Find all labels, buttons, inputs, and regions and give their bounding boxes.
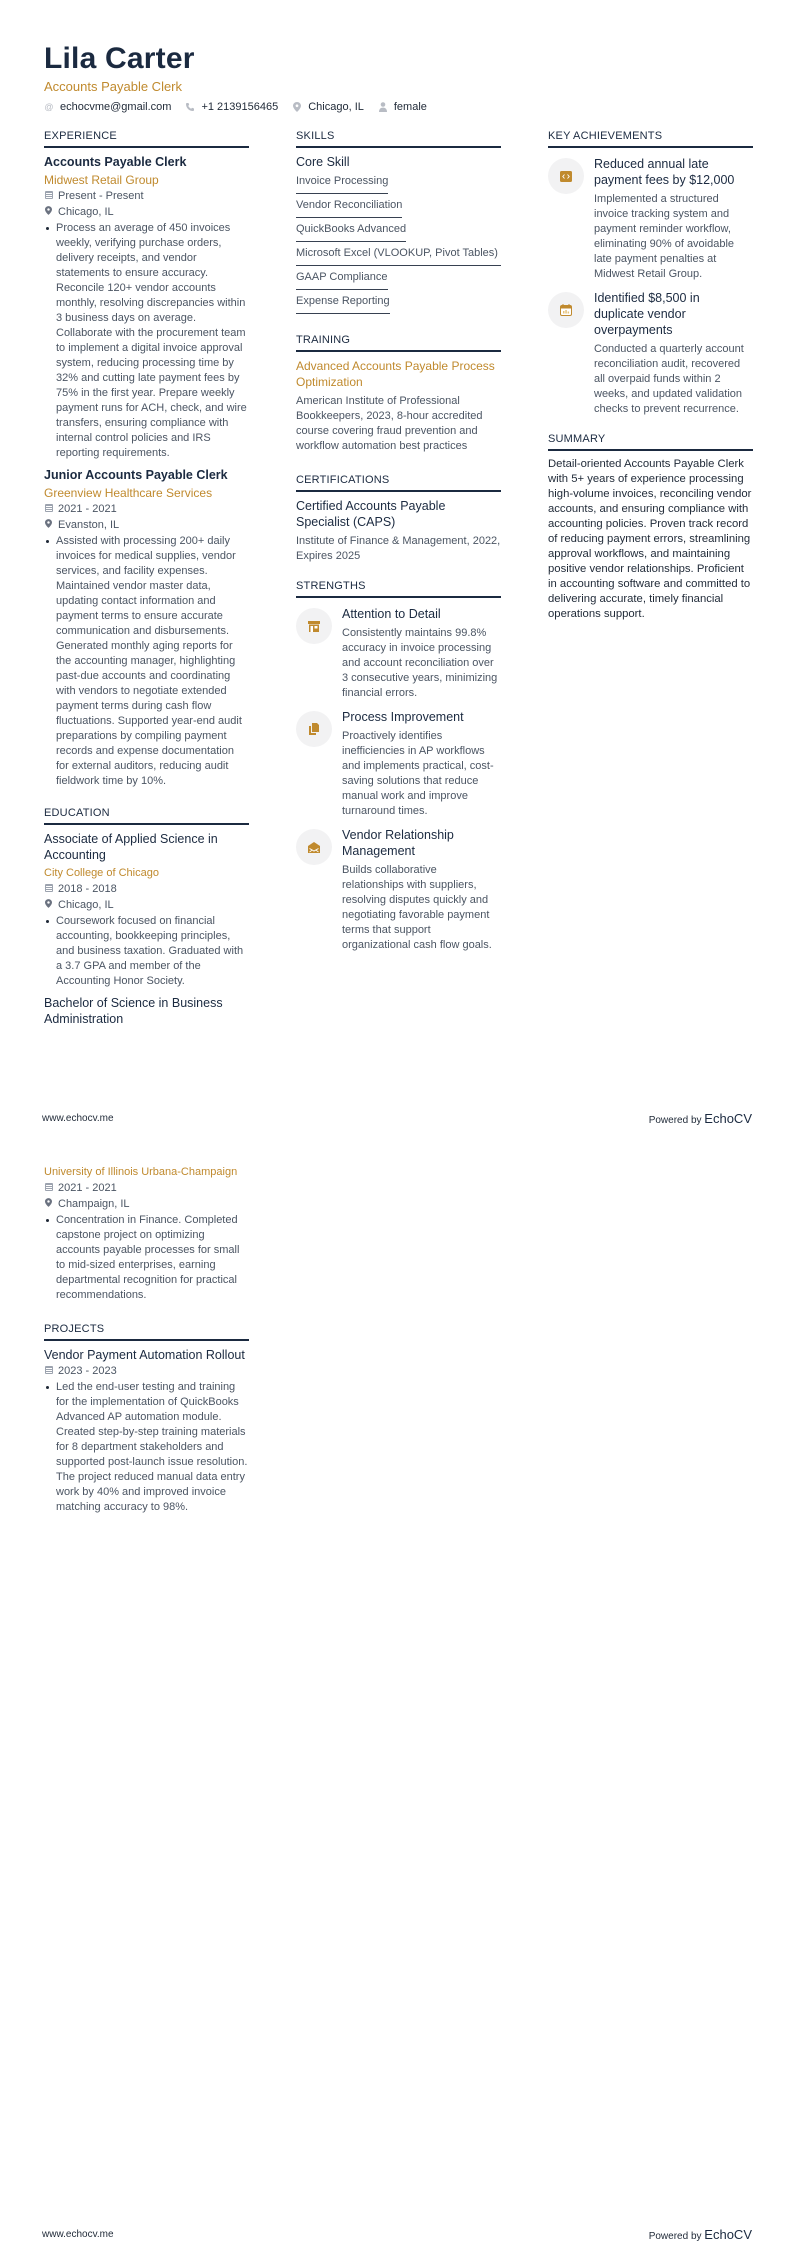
brand-name[interactable]: EchoCV — [704, 1111, 752, 1126]
store-icon — [296, 608, 332, 644]
education-item — [44, 831, 249, 989]
candidate-name: Lila Carter — [44, 42, 195, 75]
contact-row — [44, 101, 427, 113]
certification-title: Certified Accounts Payable Specialist (CAPS) — [296, 499, 446, 529]
powered-by-label: Powered by — [648, 1115, 702, 1126]
date-row — [44, 502, 249, 517]
middle-column — [296, 130, 501, 967]
skill-group-label: Core Skill — [296, 155, 350, 169]
bullet-list — [44, 221, 249, 461]
strength-item — [296, 709, 501, 819]
section-heading-summary: SUMMARY — [548, 433, 753, 451]
calendar-icon — [44, 1364, 53, 1379]
location-text: Evanston, IL — [58, 519, 120, 531]
school-name: City College of Chicago — [44, 867, 159, 879]
strength-title: Attention to Detail — [342, 607, 441, 621]
education-item — [44, 995, 249, 1027]
training-description: American Institute of Professional Bookkeepers, 2023, 8-hour accredited course covering fraud prevention and workflow automation best practices — [296, 395, 483, 452]
calendar-icon — [44, 502, 53, 517]
section-heading-certifications: CERTIFICATIONS — [296, 474, 501, 492]
resume-page-2 — [0, 1123, 794, 2246]
calendar-icon — [44, 1181, 53, 1196]
job-title: Accounts Payable Clerk — [44, 155, 187, 169]
summary-text: Detail-oriented Accounts Payable Clerk with 5+ years of experience processing high-volume invoices, reconciling vendor accounts, and ensuring compliance with accounting policies. Proven track record of reducing payment errors, streamlining approval workflows, and maintaining positive vendor relationships. Proficient in accounting software and committed to delivering accurate, timely financial operations support. — [548, 458, 752, 620]
date-text: 2018 - 2018 — [58, 883, 117, 895]
degree-title: Bachelor of Science in Business Administration — [44, 996, 223, 1026]
map-pin-icon — [44, 518, 53, 533]
map-pin-icon — [44, 898, 53, 913]
page-footer — [42, 2227, 752, 2242]
experience-item — [44, 467, 249, 789]
calendar-icon — [44, 189, 53, 204]
training-title: Advanced Accounts Payable Process Optimization — [296, 359, 495, 389]
phone-text: +1 2139156465 — [201, 101, 279, 113]
gender-text: female — [393, 101, 427, 113]
bullet-list — [44, 1213, 249, 1303]
certification-description: Institute of Finance & Management, 2022, Expires 2025 — [296, 535, 501, 562]
map-pin-icon — [44, 1197, 53, 1212]
skill-item: GAAP Compliance — [296, 267, 388, 290]
section-heading-experience: EXPERIENCE — [44, 130, 249, 148]
contact-location — [292, 101, 364, 113]
bullet-list — [44, 534, 249, 789]
left-column-continued — [44, 1165, 249, 1529]
date-row — [44, 1181, 249, 1196]
skill-item: QuickBooks Advanced — [296, 219, 406, 242]
location-text: Champaign, IL — [58, 1198, 130, 1210]
bullet-list — [44, 914, 249, 989]
project-item — [44, 1347, 249, 1515]
project-title: Vendor Payment Automation Rollout — [44, 1348, 245, 1362]
footer-website-link[interactable]: www.echocv.me — [42, 1113, 114, 1124]
contact-email[interactable] — [44, 101, 171, 113]
bullet-item: Concentration in Finance. Completed capstone project on optimizing accounts payable processes for small to mid-sized enterprises, earning departmental recognition for practical recommendations. — [44, 1213, 249, 1303]
experience-section — [44, 130, 249, 789]
projects-section — [44, 1323, 249, 1515]
date-text: 2023 - 2023 — [58, 1365, 117, 1377]
user-icon — [378, 102, 388, 112]
location-row — [44, 1197, 249, 1212]
strength-item — [296, 827, 501, 953]
map-pin-icon — [292, 102, 302, 112]
section-heading-skills: SKILLS — [296, 130, 501, 148]
strength-title: Vendor Relationship Management — [342, 828, 454, 858]
location-row — [44, 518, 249, 533]
company-name: Midwest Retail Group — [44, 173, 159, 187]
bullet-item: Process an average of 450 invoices weekly, verifying purchase orders, delivery receipts, and vendor statements to ensure accuracy. Reconcile 120+ vendor accounts monthly, resolving discrepancies within 3 business days on average. Collaborate with the procurement team to implement a digital invoice approval system, reducing processing time by 32% and cutting late payment fees by 75% in the first year. Prepare weekly payment runs for ACH, check, and wire transfers, ensuring compliance with internal control policies and IRS reporting requirements. — [44, 221, 249, 461]
resume-header — [44, 42, 427, 113]
school-name: University of Illinois Urbana-Champaign — [44, 1166, 238, 1178]
strength-title: Process Improvement — [342, 710, 464, 724]
envelope-open-icon — [296, 829, 332, 865]
bullet-item: Assisted with processing 200+ daily invoices for medical supplies, vendor services, and facility expenses. Maintained vendor master data, updating contact information and payment terms to ensure accurate communication and disbursements. Generated monthly aging reports for the accounting manager, highlighting past-due accounts and coordinating with vendors to negotiate extended payment terms during cash flow fluctuations. Supported year-end audit preparations by compiling payment records and expense documentation for external auditors, reducing audit fieldwork time by 10%. — [44, 534, 249, 789]
strengths-section — [296, 580, 501, 953]
degree-title: Associate of Applied Science in Accounting — [44, 832, 218, 862]
section-heading-strengths: STRENGTHS — [296, 580, 501, 598]
map-pin-icon — [44, 205, 53, 220]
at-icon: @ — [44, 102, 54, 112]
phone-icon — [185, 102, 195, 112]
job-title: Junior Accounts Payable Clerk — [44, 468, 228, 482]
calendar-icon — [44, 882, 53, 897]
certifications-section — [296, 474, 501, 564]
powered-by-label: Powered by — [648, 2231, 702, 2242]
section-heading-education: EDUCATION — [44, 807, 249, 825]
skill-item: Microsoft Excel (VLOOKUP, Pivot Tables) — [296, 243, 501, 266]
strength-description: Consistently maintains 99.8% accuracy in invoice processing and account reconciliation over 3 consecutive years, minimizing financial errors. — [342, 627, 498, 699]
bullet-list — [44, 1380, 249, 1515]
section-heading-achievements: KEY ACHIEVEMENTS — [548, 130, 753, 148]
experience-item — [44, 154, 249, 461]
date-row — [44, 189, 249, 204]
powered-by — [649, 2227, 752, 2242]
strength-item — [296, 606, 501, 701]
achievement-description: Conducted a quarterly account reconciliation audit, recovered all overpaid funds within 2 weeks, and updated validation checks to prevent recurrence. — [594, 343, 744, 415]
right-column — [548, 130, 753, 636]
calendar-icon — [548, 292, 584, 328]
brand-name[interactable]: EchoCV — [704, 2227, 752, 2242]
summary-section — [548, 433, 753, 622]
location-text: Chicago, IL — [308, 101, 364, 113]
company-name: Greenview Healthcare Services — [44, 486, 213, 500]
email-text: echocvme@gmail.com — [60, 101, 172, 113]
achievements-section — [548, 130, 753, 417]
bullet-item: Coursework focused on financial accounting, bookkeeping principles, and business taxation. Graduated with a 3.7 GPA and member of the Accounting Honor Society. — [44, 914, 249, 989]
location-text: Chicago, IL — [58, 206, 114, 218]
location-text: Chicago, IL — [58, 899, 114, 911]
date-text: 2021 - 2021 — [58, 1182, 117, 1194]
date-text: 2021 - 2021 — [58, 503, 117, 515]
document-icon — [296, 711, 332, 747]
achievement-item — [548, 156, 753, 282]
contact-phone[interactable] — [185, 101, 278, 113]
section-heading-projects: PROJECTS — [44, 1323, 249, 1341]
location-row — [44, 205, 249, 220]
date-row — [44, 1364, 249, 1379]
strength-description: Builds collaborative relationships with suppliers, resolving disputes quickly and negotiating favorable payment terms that support organizational cash flow goals. — [342, 864, 492, 951]
training-section — [296, 334, 501, 454]
achievement-item — [548, 290, 753, 417]
education-section — [44, 807, 249, 1027]
location-row — [44, 898, 249, 913]
skill-item: Expense Reporting — [296, 291, 390, 314]
left-column — [44, 130, 249, 1041]
achievement-description: Implemented a structured invoice tracking system and payment reminder workflow, eliminating 90% of avoidable late payment penalties at Midwest Retail Group. — [594, 193, 735, 280]
section-heading-training: TRAINING — [296, 334, 501, 352]
skill-item: Invoice Processing — [296, 171, 388, 194]
footer-website-link[interactable]: www.echocv.me — [42, 2229, 114, 2240]
candidate-title: Accounts Payable Clerk — [44, 79, 183, 94]
skills-section — [296, 130, 501, 314]
date-row — [44, 882, 249, 897]
date-text: Present - Present — [58, 190, 144, 202]
code-icon — [548, 158, 584, 194]
skill-item: Vendor Reconciliation — [296, 195, 402, 218]
achievement-title: Identified $8,500 in duplicate vendor overpayments — [594, 291, 700, 337]
achievement-title: Reduced annual late payment fees by $12,000 — [594, 157, 735, 187]
education-item-continued — [44, 1165, 249, 1303]
bullet-item: Led the end-user testing and training for the implementation of QuickBooks Advanced AP automation module. Created step-by-step training materials for 8 department stakeholders and supported post-launch issue resolution. The project reduced manual data entry work by 40% and improved invoice matching accuracy to 98%. — [44, 1380, 249, 1515]
contact-gender — [378, 101, 427, 113]
strength-description: Proactively identifies inefficiencies in AP workflows and implements practical, cost-saving solutions that reduce manual work and improve turnaround times. — [342, 730, 494, 817]
